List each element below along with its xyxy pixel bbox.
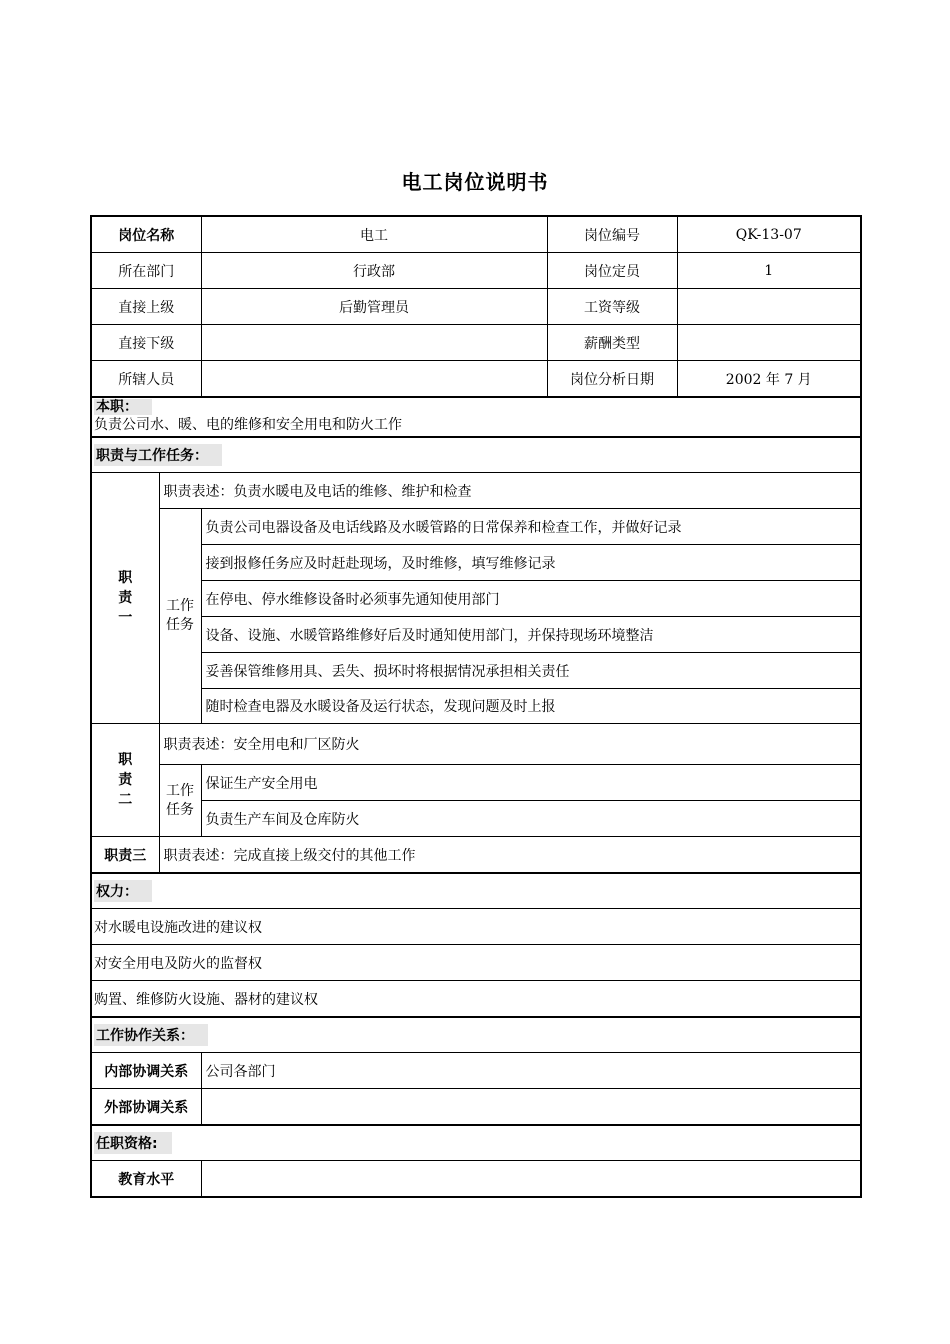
row-subordinate [91,325,861,361]
duty1-task-row [91,689,861,724]
duty1-task: 接到报修任务应及时赶赴现场，及时维修，填写维修记录 [201,545,861,581]
internal-relations-row [91,1053,861,1089]
duty1-task: 设备、设施、水暖管路维修好后及时通知使用部门，并保持现场环境整洁 [201,617,861,653]
wage-grade-value [677,289,861,325]
authority-item: 对安全用电及防火的监督权 [91,945,861,981]
authority-item: 购置、维修防火设施、器材的建议权 [91,981,861,1018]
headcount-label: 岗位定员 [547,253,677,289]
position-code-value: QK-13-07 [677,216,861,253]
subordinate-value [201,325,547,361]
duty3-desc: 职责表述：完成直接上级交付的其他工作 [159,837,861,874]
duty2-task: 保证生产安全用电 [201,765,861,801]
duty1-task-row [91,509,861,545]
duty2-task: 负责生产车间及仓库防火 [201,801,861,837]
summary-label: 本职： [94,399,152,415]
external-relations-value [201,1089,861,1126]
duty1-label: 职 责 一 [91,473,159,724]
duty2-task-label: 工作 任务 [159,765,201,837]
row-qualification-header [91,1125,861,1161]
position-code-label: 岗位编号 [547,216,677,253]
row-department [91,253,861,289]
headcount-value: 1 [677,253,861,289]
superior-value: 后勤管理员 [201,289,547,325]
duty1-task-row [91,581,861,617]
internal-relations-label: 内部协调关系 [91,1053,201,1089]
row-position-name [91,216,861,253]
row-summary [91,397,861,437]
duty3-label: 职责三 [91,837,159,874]
duty1-task: 负责公司电器设备及电话线路及水暖管路的日常保养和检查工作，并做好记录 [201,509,861,545]
education-value [201,1161,861,1198]
staff-label: 所辖人员 [91,361,201,398]
external-relations-label: 外部协调关系 [91,1089,201,1126]
education-row [91,1161,861,1198]
duty1-task: 在停电、停水维修设备时必须事先通知使用部门 [201,581,861,617]
duty2-task-row [91,801,861,837]
row-relations-header [91,1017,861,1053]
external-relations-row [91,1089,861,1126]
duty2-task-row [91,765,861,801]
duty1-task-label: 工作 任务 [159,509,201,724]
duty1-task-row [91,545,861,581]
subordinate-label: 直接下级 [91,325,201,361]
relations-label: 工作协作关系： [94,1024,208,1046]
duty2-label: 职 责 二 [91,724,159,837]
staff-value [201,361,547,398]
duty2-desc-row [91,724,861,765]
salary-type-label: 薪酬类型 [547,325,677,361]
row-authority-header [91,873,861,909]
department-label: 所在部门 [91,253,201,289]
internal-relations-value: 公司各部门 [201,1053,861,1089]
duty2-desc: 职责表述：安全用电和厂区防火 [159,724,861,765]
job-description-form [90,215,860,1198]
duty3-row [91,837,861,874]
row-staff [91,361,861,398]
duty1-task-row [91,653,861,689]
summary-text: 负责公司水、暖、电的维修和安全用电和防火工作 [94,417,402,433]
authority-item: 对水暖电设施改进的建议权 [91,909,861,945]
authority-item-row [91,909,861,945]
superior-label: 直接上级 [91,289,201,325]
duty1-desc-row [91,473,861,509]
analysis-date-label: 岗位分析日期 [547,361,677,398]
position-name-label: 岗位名称 [91,216,201,253]
wage-grade-label: 工资等级 [547,289,677,325]
qualification-label: 任职资格: [94,1132,172,1154]
page-title: 电工岗位说明书 [401,170,549,194]
authority-item-row [91,945,861,981]
row-duties-header [91,437,861,473]
duty1-desc: 职责表述：负责水暖电及电话的维修、维护和检查 [159,473,861,509]
position-name-value: 电工 [201,216,547,253]
education-label: 教育水平 [91,1161,201,1198]
salary-type-value [677,325,861,361]
department-value: 行政部 [201,253,547,289]
duty1-task-row [91,617,861,653]
row-superior [91,289,861,325]
authority-label: 权力： [94,880,152,902]
duty1-task: 随时检查电器及水暖设备及运行状态，发现问题及时上报 [201,689,861,724]
analysis-date-value: 2002 年 7 月 [677,361,861,398]
duty1-task: 妥善保管维修用具、丢失、损坏时将根据情况承担相关责任 [201,653,861,689]
duties-label: 职责与工作任务： [94,444,222,466]
authority-item-row [91,981,861,1018]
